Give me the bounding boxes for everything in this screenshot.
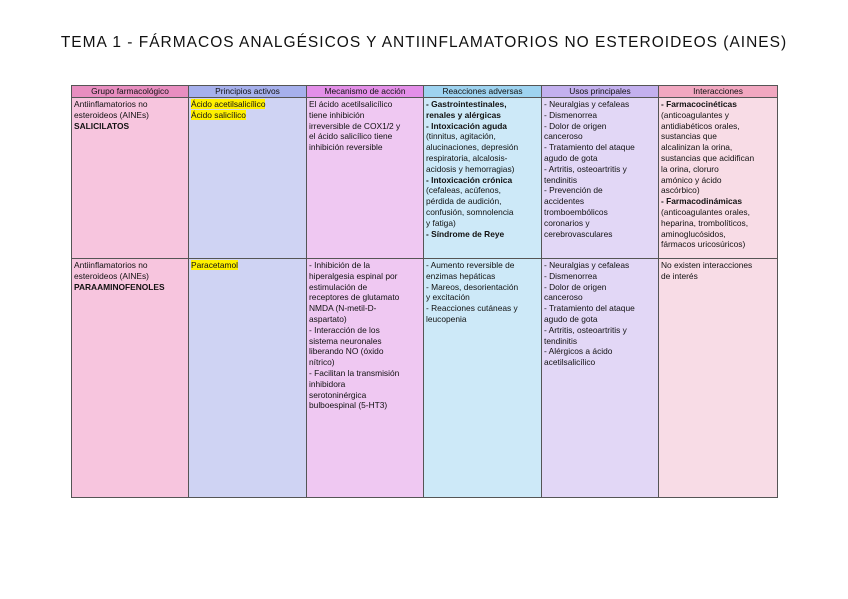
grupo-text: Antiinflamatorios no [74, 99, 148, 109]
cell-mecanismo [307, 259, 424, 498]
uso-text: - Prevención de [544, 185, 603, 196]
mecanismo-text: receptores de glutamato [309, 292, 400, 303]
interaccion-text: fármacos uricosúricos) [661, 239, 746, 250]
uso-text: tromboembólicos [544, 206, 608, 217]
page-title: TEMA 1 - FÁRMACOS ANALGÉSICOS Y ANTIINFLAMATORIOS NO ESTEROIDEOS (AINES) [60, 34, 788, 51]
uso-text: accidentes [544, 196, 585, 207]
uso-text: - Neuralgias y cefaleas [544, 99, 630, 109]
principio-activo: Ácido salicílico [191, 109, 246, 120]
reaccion-text: alucinaciones, depresión [426, 142, 519, 153]
interaccion-text: - Farmacodinámicas [661, 196, 742, 207]
table-header-row [72, 86, 778, 98]
grupo-text: Antiinflamatorios no [74, 260, 148, 270]
reaccion-text: - Intoxicación crónica [426, 174, 513, 185]
interaccion-text: heparina, trombolíticos, [661, 217, 749, 228]
header-mecanismo: Mecanismo de acción [307, 86, 424, 98]
grupo-text: esteroideos (AINEs) [74, 270, 149, 281]
mecanismo-text: estimulación de [309, 281, 368, 292]
uso-text: tendinitis [544, 174, 578, 185]
mecanismo-text: bulboespinal (5-HT3) [309, 400, 388, 411]
uso-text: agudo de gota [544, 313, 598, 324]
mecanismo-text: inhibidora [309, 378, 346, 389]
header-principios: Principios activos [189, 86, 307, 98]
header-interacciones: Interacciones [659, 86, 778, 98]
cell-usos [542, 259, 659, 498]
reaccion-text: - Reacciones cutáneas y [426, 303, 518, 314]
mecanismo-text: nítrico) [309, 357, 335, 368]
reaccion-text: (cefaleas, acúfenos, [426, 185, 501, 196]
grupo-text: esteroideos (AINEs) [74, 109, 149, 120]
header-usos: Usos principales [542, 86, 659, 98]
mecanismo-text: - Interacción de los [309, 324, 380, 335]
uso-text: acetilsalicílico [544, 357, 596, 368]
reaccion-text: - Aumento reversible de [426, 260, 515, 270]
principio-activo: Paracetamol [191, 260, 239, 270]
uso-text: - Tratamiento del ataque [544, 303, 635, 314]
header-reacciones: Reacciones adversas [424, 86, 542, 98]
header-grupo: Grupo farmacológico [72, 86, 189, 98]
mecanismo-text: tiene inhibición [309, 109, 365, 120]
mecanismo-text: aspartato) [309, 313, 347, 324]
mecanismo-text: inhibición reversible [309, 142, 383, 153]
uso-text: canceroso [544, 131, 583, 142]
interaccion-text: amónico y ácido [661, 174, 722, 185]
interaccion-text: la orina, cloruro [661, 163, 719, 174]
uso-text: - Dismenorrea [544, 270, 598, 281]
uso-text: - Alérgicos a ácido [544, 346, 613, 357]
reaccion-text: renales y alérgicas [426, 109, 501, 120]
reaccion-text: y fatiga) [426, 217, 456, 228]
interaccion-text: ascórbico) [661, 185, 700, 196]
cell-reacciones [424, 98, 542, 259]
interaccion-text: No existen interacciones [661, 260, 753, 270]
cell-grupo [72, 259, 189, 498]
interaccion-text: sustancias que [661, 131, 717, 142]
reaccion-text: - Mareos, desorientación [426, 281, 519, 292]
uso-text: agudo de gota [544, 152, 598, 163]
uso-text: - Dolor de origen [544, 281, 607, 292]
mecanismo-text: sistema neuronales [309, 335, 382, 346]
uso-text: - Tratamiento del ataque [544, 142, 635, 153]
interaccion-text: - Farmacocinéticas [661, 99, 737, 109]
interaccion-text: sustancias que acidifican [661, 152, 755, 163]
cell-mecanismo [307, 98, 424, 259]
uso-text: cerebrovasculares [544, 228, 613, 239]
cell-principios [189, 98, 307, 259]
mecanismo-text: NMDA (N-metil-D- [309, 303, 377, 314]
reaccion-text: respiratoria, alcalosis- [426, 152, 508, 163]
uso-text: coronarios y [544, 217, 590, 228]
uso-text: - Dismenorrea [544, 109, 598, 120]
grupo-name: PARAAMINOFENOLES [74, 281, 165, 292]
uso-text: tendinitis [544, 335, 578, 346]
interaccion-text: (anticoagulantes y [661, 109, 729, 120]
reaccion-text: confusión, somnolencia [426, 206, 514, 217]
reaccion-text: (tinnitus, agitación, [426, 131, 496, 142]
reaccion-text: - Gastrointestinales, [426, 99, 507, 109]
interaccion-text: aminoglucósidos, [661, 228, 726, 239]
pharmacology-table [71, 85, 778, 498]
reaccion-text: enzimas hepáticas [426, 270, 496, 281]
mecanismo-text: - Facilitan la transmisión [309, 367, 400, 378]
table-row [72, 259, 778, 498]
mecanismo-text: liberando NO (óxido [309, 346, 384, 357]
cell-grupo [72, 98, 189, 259]
mecanismo-text: irreversible de COX1/2 y [309, 120, 401, 131]
mecanismo-text: - Inhibición de la [309, 260, 370, 270]
reaccion-text: pérdida de audición, [426, 196, 502, 207]
reaccion-text: - Síndrome de Reye [426, 228, 505, 239]
uso-text: - Artritis, osteoartritis y [544, 324, 627, 335]
reaccion-text: y excitación [426, 292, 470, 303]
reaccion-text: - Intoxicación aguda [426, 120, 507, 131]
uso-text: - Dolor de origen [544, 120, 607, 131]
cell-principios [189, 259, 307, 498]
reaccion-text: acidosis y hemorragias) [426, 163, 515, 174]
mecanismo-text: El ácido acetilsalicílico [309, 99, 393, 109]
mecanismo-text: serotoninérgica [309, 389, 367, 400]
uso-text: canceroso [544, 292, 583, 303]
interaccion-text: antidiabéticos orales, [661, 120, 740, 131]
mecanismo-text: hiperalgesia espinal por [309, 270, 398, 281]
principio-activo: Ácido acetilsalicílico [191, 99, 266, 109]
cell-reacciones [424, 259, 542, 498]
cell-interacciones [659, 259, 778, 498]
interaccion-text: de interés [661, 270, 698, 281]
uso-text: - Artritis, osteoartritis y [544, 163, 627, 174]
reaccion-text: leucopenia [426, 313, 467, 324]
table-row [72, 98, 778, 259]
interaccion-text: (anticoagulantes orales, [661, 206, 750, 217]
grupo-name: SALICILATOS [74, 120, 130, 131]
cell-interacciones [659, 98, 778, 259]
mecanismo-text: el ácido salicílico tiene [309, 131, 393, 142]
cell-usos [542, 98, 659, 259]
interaccion-text: alcalinizan la orina, [661, 142, 733, 153]
uso-text: - Neuralgias y cefaleas [544, 260, 630, 270]
